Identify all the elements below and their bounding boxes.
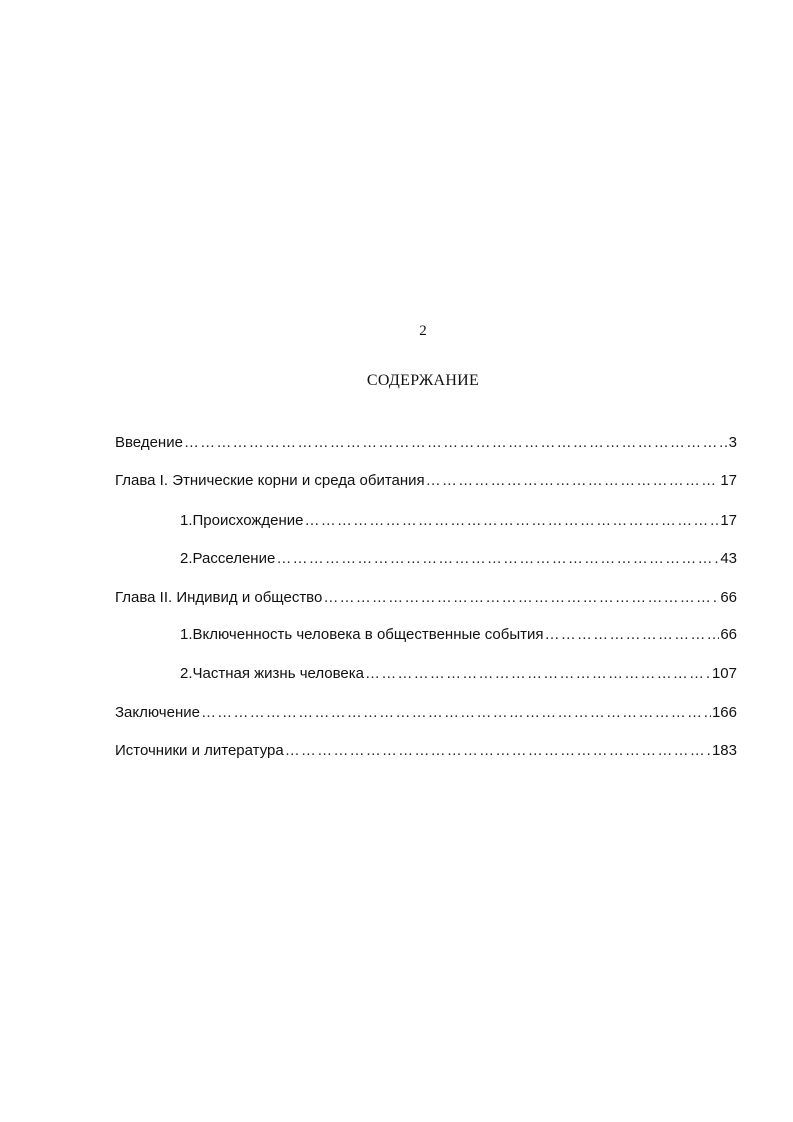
toc-item-private-life — [180, 663, 737, 685]
dot-leader — [365, 663, 711, 685]
toc-item-chapter-1 — [115, 470, 737, 492]
toc-item-conclusion — [115, 702, 737, 724]
toc-item-label: Глава I. Этнические корни и среда обитания — [115, 472, 425, 489]
toc-item-number: 1. — [180, 626, 193, 643]
toc-item-label: Частная жизнь человека — [192, 665, 364, 682]
toc-item-number: 1. — [180, 512, 193, 529]
toc-item-label: Заключение — [115, 704, 200, 721]
dot-leader — [426, 470, 720, 492]
dot-leader — [201, 702, 711, 724]
toc-item-label: Расселение — [192, 550, 276, 567]
toc-item-number: 2. — [180, 550, 193, 567]
toc-item-page: 183 — [711, 742, 737, 759]
toc-item-page: 17 — [720, 512, 737, 529]
toc-item-settlement — [180, 548, 737, 570]
toc-item-origin — [180, 510, 737, 532]
toc-item-page: 17 — [720, 472, 737, 489]
toc-item-label: Включенность человека в общественные события — [192, 626, 544, 643]
dot-leader — [276, 548, 719, 570]
dot-leader — [184, 432, 728, 454]
dot-leader — [305, 510, 720, 532]
toc-item-chapter-2 — [115, 587, 737, 609]
dot-leader — [545, 624, 720, 646]
page-title: СОДЕРЖАНИЕ — [366, 372, 480, 389]
toc-item-label: Глава II. Индивид и общество — [115, 589, 323, 606]
dot-leader — [285, 740, 711, 762]
dot-leader — [323, 587, 719, 609]
toc-item-page: 166 — [711, 704, 737, 721]
toc-item-page: 66 — [720, 626, 737, 643]
toc-item-introduction — [115, 432, 737, 454]
toc-item-page: 66 — [720, 589, 737, 606]
toc-item-label: Происхождение — [192, 512, 304, 529]
toc-item-label: Источники и литература — [115, 742, 284, 759]
toc-item-public-events — [180, 624, 737, 646]
toc-item-label: Введение — [115, 434, 183, 451]
page-number: 2 — [419, 323, 427, 339]
toc-item-number: 2. — [180, 665, 193, 682]
toc-item-page: 3 — [728, 434, 737, 451]
toc-item-page: 43 — [720, 550, 737, 567]
toc-item-page: 107 — [711, 665, 737, 682]
toc-item-sources — [115, 740, 737, 762]
